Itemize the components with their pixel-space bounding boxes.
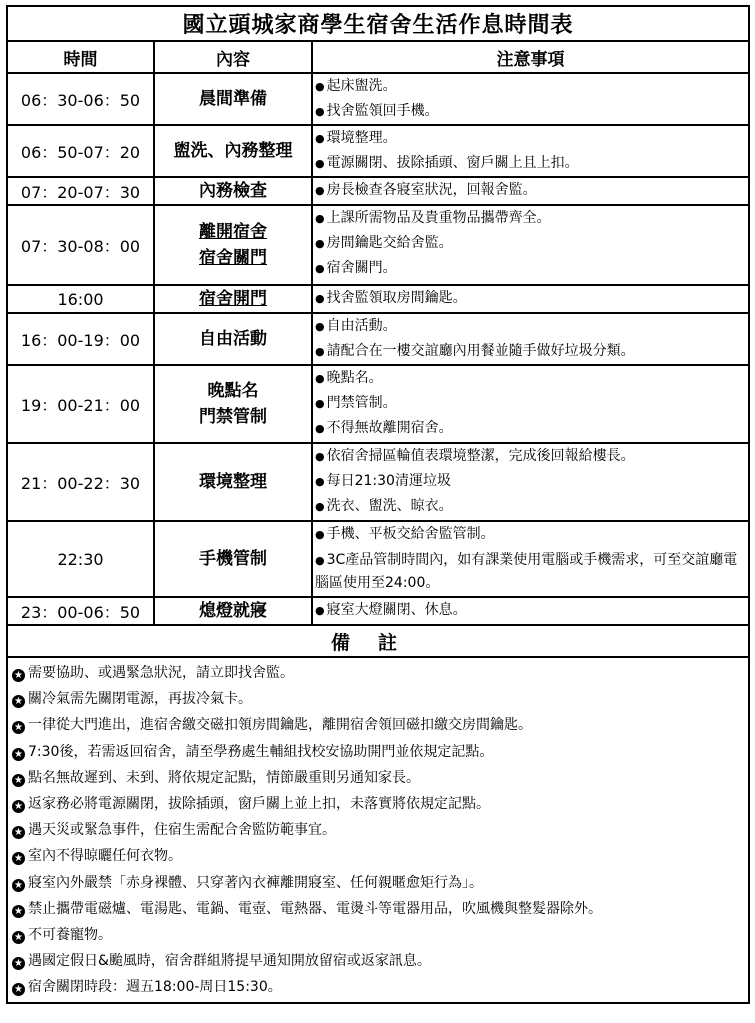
remark-text: 返家務必將電源關閉，拔除插頭，窗戶關上並上扣，未落實將依規定記點。 [28,795,490,812]
row-time: 07：20-07：30 [7,177,154,205]
note-text: 手機、平板交給舍監管制。 [326,526,495,542]
schedule-rows [7,73,749,625]
remark-item [12,974,744,1000]
bullet-icon: ● [315,292,325,305]
row-notes [312,313,749,365]
row-content [154,313,312,365]
remarks-section [7,657,749,1003]
bullet-icon: ● [315,184,325,197]
note-item [315,74,746,99]
remark-item [12,660,744,686]
row-notes [312,205,749,285]
note-text: 房長檢查各寢室狀況，回報舍監。 [326,182,537,198]
bullet-icon: ● [315,500,325,513]
note-item [315,469,746,494]
bullet-icon: ● [315,262,325,275]
note-text: 找舍監領回手機。 [326,103,439,119]
table-row [7,285,749,313]
row-content [154,521,312,597]
note-item [315,339,746,364]
table-row [7,313,749,365]
remark-text: 寢室內外嚴禁「赤身裸體、只穿著內衣褲離開寢室、任何親暱愈矩行為」。 [28,874,483,891]
note-item [315,494,746,519]
note-text: 寢室大燈關閉、休息。 [326,602,467,618]
star-icon: ★ [12,957,25,970]
row-content-line: 晨間準備 [199,89,267,109]
bullet-icon: ● [315,372,325,385]
page-title: 國立頭城家商學生宿舍生活作息時間表 [7,6,749,41]
bullet-icon: ● [315,80,325,93]
header-content: 內容 [154,41,312,73]
remark-text: 遇天災或緊急事件，住宿生需配合舍監防範事宜。 [28,822,336,839]
table-row [7,597,749,625]
row-time: 07：30-08：00 [7,205,154,285]
row-time: 06：50-07：20 [7,125,154,177]
bullet-icon: ● [315,157,325,170]
bullet-icon: ● [315,345,325,358]
note-text: 自由活動。 [326,318,397,334]
star-icon: ★ [12,983,25,996]
note-item [315,206,746,231]
note-text: 依宿舍掃區輪值表環境整潔，完成後回報給樓長。 [326,448,635,464]
note-text: 宿舍關門。 [326,260,397,276]
row-content-line: 離開宿舍 [199,222,267,242]
note-text: 晚點名。 [326,370,383,386]
note-text: 不得無故離開宿舍。 [326,420,453,436]
star-icon: ★ [12,879,25,892]
note-item [315,391,746,416]
remark-text: 禁止攜帶電磁爐、電湯匙、電鍋、電壺、電熱器、電燙斗等電器用品，吹風機與整髮器除外。 [28,900,602,917]
row-content [154,177,312,205]
remark-text: 7:30後，若需返回宿舍，請至學務處生輔組找校安協助開門並依規定記點。 [28,743,494,760]
note-text: 環境整理。 [326,130,397,146]
bullet-icon: ● [315,237,325,250]
star-icon: ★ [12,800,25,813]
bullet-icon: ● [315,554,325,567]
row-content [154,365,312,443]
note-text: 門禁管制。 [326,395,397,411]
note-item [315,416,746,441]
row-content-line: 熄燈就寢 [199,601,267,621]
note-item [315,314,746,339]
note-text: 電源關閉、拔除插頭、窗戶關上且上扣。 [326,155,579,171]
row-time: 06：30-06：50 [7,73,154,125]
note-item [315,444,746,469]
schedule-sheet [6,5,748,1004]
star-icon: ★ [12,695,25,708]
star-icon: ★ [12,669,25,682]
star-icon: ★ [12,748,25,761]
row-content-line: 門禁管制 [199,407,267,427]
star-icon: ★ [12,774,25,787]
remark-text: 需要協助、或遇緊急狀況，請立即找舍監。 [28,665,294,681]
remark-item [12,948,744,974]
row-content-line: 盥洗、內務整理 [173,141,293,161]
remark-item [12,922,744,948]
remark-item [12,843,744,869]
bullet-icon: ● [315,450,325,463]
row-time: 19：00-21：00 [7,365,154,443]
row-content [154,73,312,125]
row-notes [312,521,749,597]
note-text: 房間鑰匙交給舍監。 [326,235,453,251]
bullet-icon: ● [315,320,325,333]
row-notes [312,365,749,443]
star-icon: ★ [12,852,25,865]
row-notes [312,177,749,205]
schedule-table [6,5,750,1004]
remark-item [12,765,744,791]
star-icon: ★ [12,931,25,944]
note-text: 起床盥洗。 [326,78,397,94]
note-text: 3C產品管制時間內，如有課業使用電腦或手機需求，可至交誼廳電腦區使用至24:00。 [315,552,738,591]
remark-item [12,791,744,817]
note-text: 洗衣、盥洗、晾衣。 [326,498,453,514]
table-row [7,205,749,285]
bullet-icon: ● [315,132,325,145]
row-content [154,205,312,285]
remark-item [12,896,744,922]
row-content-line: 宿舍關門 [199,248,267,268]
row-time: 23：00-06：50 [7,597,154,625]
row-content-line: 晚點名 [207,381,259,401]
note-item [315,99,746,124]
header-time: 時間 [7,41,154,73]
row-time: 21：00-22：30 [7,443,154,521]
bullet-icon: ● [315,397,325,410]
note-item [315,286,746,311]
row-content-line: 環境整理 [199,472,267,492]
remark-item [12,870,744,896]
remarks-title: 備註 [7,625,749,657]
header-notes: 注意事項 [312,41,749,73]
remark-item [12,817,744,843]
table-row [7,443,749,521]
note-item [315,547,746,596]
row-content [154,125,312,177]
row-content-line: 自由活動 [199,329,267,349]
remark-item [12,686,744,712]
note-text: 上課所需物品及貴重物品攜帶齊全。 [326,210,551,226]
row-time: 16：00-19：00 [7,313,154,365]
remark-item [12,739,744,765]
remark-text: 點名無故遲到、未到、將依規定記點，情節嚴重則另通知家長。 [28,769,420,786]
remark-text: 遇國定假日&颱風時，宿舍群組將提早通知開放留宿或返家訊息。 [28,953,431,970]
note-text: 請配合在一樓交誼廳內用餐並隨手做好垃圾分類。 [326,343,635,359]
remark-text: 室內不得晾曬任何衣物。 [28,848,182,865]
star-icon: ★ [12,826,25,839]
note-text: 每日21:30清運垃圾 [326,473,451,489]
note-item [315,178,746,203]
row-notes [312,443,749,521]
row-content [154,597,312,625]
remarks-list [12,660,744,1000]
remark-text: 一律從大門進出，進宿舍繳交磁扣領房間鑰匙，離開宿舍領回磁扣繳交房間鑰匙。 [28,717,532,734]
note-item [315,231,746,256]
note-text: 找舍監領取房間鑰匙。 [326,290,467,306]
table-row [7,365,749,443]
star-icon: ★ [12,905,25,918]
row-content [154,443,312,521]
row-notes [312,125,749,177]
table-row [7,125,749,177]
table-row [7,177,749,205]
note-item [315,126,746,151]
bullet-icon: ● [315,212,325,225]
bullet-icon: ● [315,528,325,541]
row-notes [312,597,749,625]
note-item [315,256,746,281]
star-icon: ★ [12,721,25,734]
table-row [7,521,749,597]
bullet-icon: ● [315,475,325,488]
note-item [315,151,746,176]
note-item [315,366,746,391]
row-notes [312,73,749,125]
row-content [154,285,312,313]
row-content-line: 內務檢查 [199,181,267,201]
row-content-line: 手機管制 [199,549,267,569]
note-item [315,598,746,623]
note-item [315,522,746,547]
remark-text: 宿舍關閉時段：週五18:00-周日15:30。 [28,979,282,996]
bullet-icon: ● [315,105,325,118]
bullet-icon: ● [315,604,325,617]
row-notes [312,285,749,313]
table-row [7,73,749,125]
bullet-icon: ● [315,422,325,435]
remark-item [12,712,744,738]
remark-text: 關冷氣需先關閉電源，再拔冷氣卡。 [28,691,252,708]
row-time: 22:30 [7,521,154,597]
row-content-line: 宿舍開門 [199,289,267,309]
row-time: 16:00 [7,285,154,313]
remark-text: 不可養寵物。 [28,926,112,943]
